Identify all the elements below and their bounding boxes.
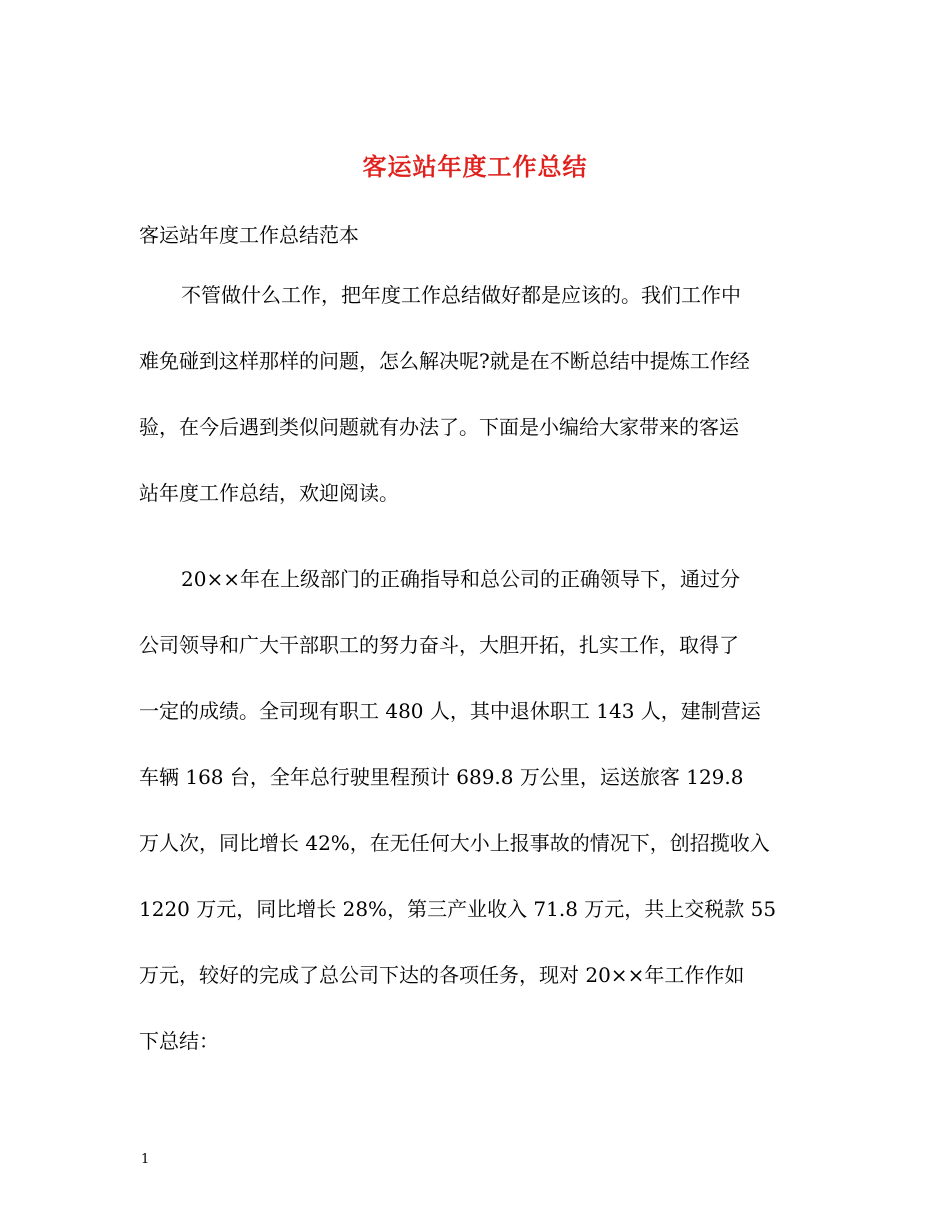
paragraph-line: 站年度工作总结，欢迎阅读。 [139, 481, 399, 505]
document-title: 客运站年度工作总结 [362, 152, 588, 182]
paragraph-line: 验，在今后遇到类似问题就有办法了。下面是小编给大家带来的客运 [139, 415, 739, 439]
paragraph-summary [139, 546, 819, 1074]
paragraph-line: 不管做什么工作，把年度工作总结做好都是应该的。我们工作中 [181, 283, 741, 307]
paragraph-line: 20××年在上级部门的正确指导和总公司的正确领导下，通过分 [181, 567, 740, 591]
document-subtitle: 客运站年度工作总结范本 [139, 223, 359, 247]
paragraph-line: 1220 万元，同比增长 28%，第三产业收入 71.8 万元，共上交税款 55 [139, 897, 777, 921]
paragraph-intro [139, 262, 819, 526]
paragraph-line: 下总结： [139, 1029, 219, 1053]
paragraph-line: 车辆 168 台，全年总行驶里程预计 689.8 万公里，运送旅客 129.8 [139, 765, 744, 789]
paragraph-line: 公司领导和广大干部职工的努力奋斗，大胆开拓，扎实工作，取得了 [139, 633, 739, 657]
paragraph-line: 万人次，同比增长 42%，在无任何大小上报事故的情况下，创招揽收入 [139, 831, 770, 855]
page-number: 1 [141, 1152, 150, 1167]
paragraph-line: 一定的成绩。全司现有职工 480 人，其中退休职工 143 人，建制营运 [139, 699, 761, 723]
paragraph-line: 万元，较好的完成了总公司下达的各项任务，现对 20××年工作作如 [139, 963, 745, 987]
paragraph-line: 难免碰到这样那样的问题，怎么解决呢?就是在不断总结中提炼工作经 [139, 349, 750, 373]
